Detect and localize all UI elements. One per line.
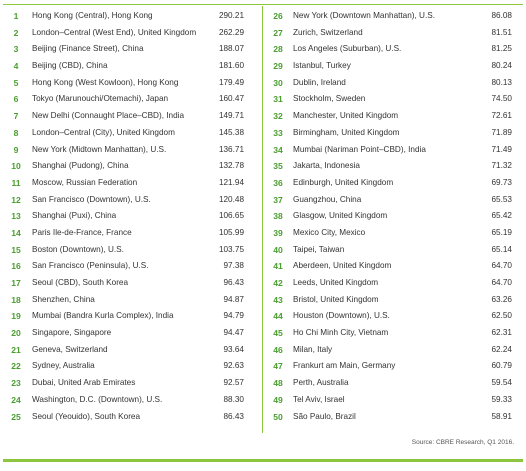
city-name: Shanghai (Pudong), China [32,161,129,171]
rent-value: 94.47 [223,328,244,338]
rank-number: 4 [13,61,19,72]
bottom-rule [3,459,523,462]
city-name: Manchester, United Kingdom [293,111,399,121]
rent-value: 64.70 [491,278,512,287]
city-name: London–Central (West End), United Kingdom [32,27,197,37]
city-name: Perth, Australia [293,378,349,388]
table-row [264,192,526,209]
rank-number: 33 [273,127,283,138]
table-row [0,325,260,342]
rent-value: 105.99 [218,227,244,237]
rank-number: 10 [11,161,21,172]
rent-value: 62.50 [491,311,512,321]
city-name: Moscow, Russian Federation [32,177,138,187]
table-row [0,108,260,125]
rent-value: 59.33 [491,394,512,404]
right-column [264,8,526,425]
city-name: London–Central (City), United Kingdom [32,127,175,137]
rent-value: 188.07 [218,44,244,54]
city-name: Mumbai (Nariman Point–CBD), India [293,144,426,154]
rank-number: 12 [11,194,21,205]
rent-value: 290.21 [218,11,244,20]
table-row [0,75,260,92]
city-name: Aberdeen, United Kingdom [293,261,392,271]
table-row [264,8,526,25]
rent-value: 136.71 [218,144,244,154]
city-name: Edinburgh, United Kingdom [293,177,394,187]
city-name: Stockholm, Sweden [293,94,366,104]
rank-number: 7 [13,111,19,122]
city-name: Tel Aviv, Israel [293,394,345,404]
city-name: San Francisco (Downtown), U.S. [32,194,151,204]
table-row [0,58,260,75]
rent-value: 81.25 [491,44,512,54]
rent-value: 86.08 [491,11,512,20]
rank-number: 18 [11,294,21,305]
rent-value: 62.24 [491,344,512,354]
rank-number: 44 [273,311,283,322]
rent-value: 65.42 [491,211,512,221]
table-row [264,225,526,242]
top-rule [3,4,523,5]
rank-number: 43 [273,294,283,305]
table-row [0,242,260,259]
city-name: Mumbai (Bandra Kurla Complex), India [32,311,174,321]
rent-value: 86.43 [223,411,244,421]
rent-value: 63.26 [491,294,512,304]
rent-value: 121.94 [218,177,244,187]
rent-value: 88.30 [223,394,244,404]
rent-value: 93.64 [223,344,244,354]
rank-number: 48 [273,378,283,389]
city-name: New York (Midtown Manhattan), U.S. [32,144,167,154]
table-row [264,242,526,259]
rank-number: 40 [273,244,283,255]
city-name: Birmingham, United Kingdom [293,127,400,137]
table-row [0,392,260,409]
rent-value: 94.79 [223,311,244,321]
city-name: Seoul (CBD), South Korea [32,278,129,287]
rent-value: 65.19 [491,227,512,237]
city-name: Seoul (Yeouido), South Korea [32,411,141,421]
rent-value: 59.54 [491,378,512,388]
table-row [0,125,260,142]
rent-value: 92.57 [223,378,244,388]
rank-number: 6 [13,94,19,105]
rank-number: 50 [273,411,283,422]
table-row [0,409,260,426]
source-note: Source: CBRE Research, Q1 2016. [411,439,514,446]
city-name: New York (Downtown Manhattan), U.S. [293,11,435,20]
rent-value: 106.65 [218,211,244,221]
rank-number: 34 [273,144,283,155]
city-name: Jakarta, Indonesia [293,161,360,171]
rank-number: 35 [273,161,283,172]
rank-number: 20 [11,328,21,339]
city-name: Zurich, Switzerland [293,27,363,37]
city-name: Glasgow, United Kingdom [293,211,388,221]
city-name: Hong Kong (Central), Hong Kong [32,11,153,20]
city-name: Guangzhou, China [293,194,362,204]
city-name: Singapore, Singapore [32,328,112,338]
rent-value: 179.49 [218,77,244,87]
rank-number: 1 [13,11,19,21]
city-name: Washington, D.C. (Downtown), U.S. [32,394,163,404]
rent-value: 74.50 [491,94,512,104]
rent-value: 62.31 [491,328,512,338]
city-name: Mexico City, Mexico [293,227,366,237]
table-row [0,358,260,375]
rent-value: 71.49 [491,144,512,154]
table-row [0,91,260,108]
table-row [264,208,526,225]
column-divider [262,6,263,433]
rank-number: 47 [273,361,283,372]
rent-value: 94.87 [223,294,244,304]
rank-number: 23 [11,378,21,389]
city-name: New Delhi (Connaught Place–CBD), India [32,111,185,121]
rank-number: 21 [11,344,21,355]
table-row [264,375,526,392]
rank-number: 15 [11,244,21,255]
rent-value: 149.71 [218,111,244,121]
table-row [0,192,260,209]
rent-value: 71.32 [491,161,512,171]
rent-value: 69.73 [491,177,512,187]
rank-number: 45 [273,328,283,339]
rank-number: 49 [273,394,283,405]
rank-number: 32 [273,111,283,122]
table-row [0,142,260,159]
table-row [264,125,526,142]
city-name: Frankurt am Main, Germany [293,361,396,371]
rent-value: 103.75 [218,244,244,254]
table-row [264,158,526,175]
rent-value: 97.38 [223,261,244,271]
rank-number: 2 [13,27,19,38]
city-name: Dubai, United Arab Emirates [32,378,136,388]
table-row [264,108,526,125]
rank-number: 36 [273,177,283,188]
rank-number: 27 [273,27,283,38]
city-name: Paris Ile-de-France, France [32,227,132,237]
rank-number: 17 [11,278,21,288]
rank-number: 28 [273,44,283,55]
city-name: Bristol, United Kingdom [293,294,379,304]
table-row [0,342,260,359]
rank-number: 38 [273,211,283,222]
rent-value: 60.79 [491,361,512,371]
city-name: São Paulo, Brazil [293,411,356,421]
table-row [264,358,526,375]
city-name: Geneva, Switzerland [32,344,108,354]
table-row [0,175,260,192]
city-name: Tokyo (Marunouchi/Otemachi), Japan [32,94,169,104]
city-name: Beijing (Finance Street), China [32,44,144,54]
rent-value: 65.53 [491,194,512,204]
rank-number: 14 [11,227,21,238]
rank-number: 13 [11,211,21,222]
rank-number: 9 [13,144,19,155]
rank-number: 16 [11,261,21,272]
table-row [0,258,260,275]
table-row [264,175,526,192]
rank-number: 22 [11,361,21,372]
city-name: Sydney, Australia [32,361,95,371]
table-row [264,292,526,309]
table-row [264,25,526,42]
rank-number: 3 [13,44,19,55]
table-row [264,75,526,92]
rent-value: 132.78 [218,161,244,171]
rank-number: 46 [273,344,283,355]
rent-value: 96.43 [223,278,244,287]
rent-value: 58.91 [491,411,512,421]
city-name: Hong Kong (West Kowloon), Hong Kong [32,77,179,87]
rent-value: 64.70 [491,261,512,271]
table-row [264,308,526,325]
table-row [264,258,526,275]
table-row [0,375,260,392]
rent-value: 92.63 [223,361,244,371]
rent-value: 80.13 [491,77,512,87]
rank-number: 41 [273,261,283,272]
city-name: San Francisco (Peninsula), U.S. [32,261,149,271]
table-row [264,342,526,359]
rent-value: 81.51 [491,27,512,37]
city-name: Dublin, Ireland [293,77,346,87]
rank-number: 42 [273,278,283,288]
rent-value: 145.38 [218,127,244,137]
table-row [0,308,260,325]
city-name: Houston (Downtown), U.S. [293,311,390,321]
table-row [264,325,526,342]
table-row [0,208,260,225]
rank-number: 29 [273,61,283,72]
rank-number: 31 [273,94,283,105]
table-row [0,275,260,292]
rent-value: 262.29 [218,27,244,37]
table-row [0,25,260,42]
table-row [0,225,260,242]
rent-value: 71.89 [491,127,512,137]
city-name: Shenzhen, China [32,294,95,304]
table-row [0,8,260,25]
city-name: Istanbul, Turkey [293,61,351,71]
table-row [264,409,526,426]
table-row [0,41,260,58]
rent-value: 65.14 [491,244,512,254]
city-name: Shanghai (Puxi), China [32,211,117,221]
rank-number: 19 [11,311,21,322]
table-row [264,142,526,159]
rank-number: 25 [11,411,21,422]
city-name: Milan, Italy [293,344,333,354]
table-row [264,58,526,75]
rent-value: 120.48 [218,194,244,204]
table-row [264,41,526,58]
table-row [264,275,526,292]
rent-value: 80.24 [491,61,512,71]
rank-number: 37 [273,194,283,205]
table-row [264,392,526,409]
rank-number: 8 [13,127,19,138]
rank-number: 5 [13,77,19,88]
city-name: Taipei, Taiwan [293,244,345,254]
rank-number: 11 [11,177,21,188]
rank-number: 30 [273,77,283,88]
left-column [0,8,260,425]
table-row [264,91,526,108]
rent-value: 181.60 [218,61,244,71]
rank-number: 39 [273,227,283,238]
rent-value: 160.47 [218,94,244,104]
city-name: Beijing (CBD), China [32,61,108,71]
table-row [0,158,260,175]
rank-number: 26 [273,11,283,21]
city-name: Ho Chi Minh City, Vietnam [293,328,389,338]
table-row [0,292,260,309]
city-name: Los Angeles (Suburban), U.S. [293,44,402,54]
rent-value: 72.61 [491,111,512,121]
city-name: Boston (Downtown), U.S. [32,244,124,254]
city-name: Leeds, United Kingdom [293,278,379,287]
rank-number: 24 [11,394,21,405]
